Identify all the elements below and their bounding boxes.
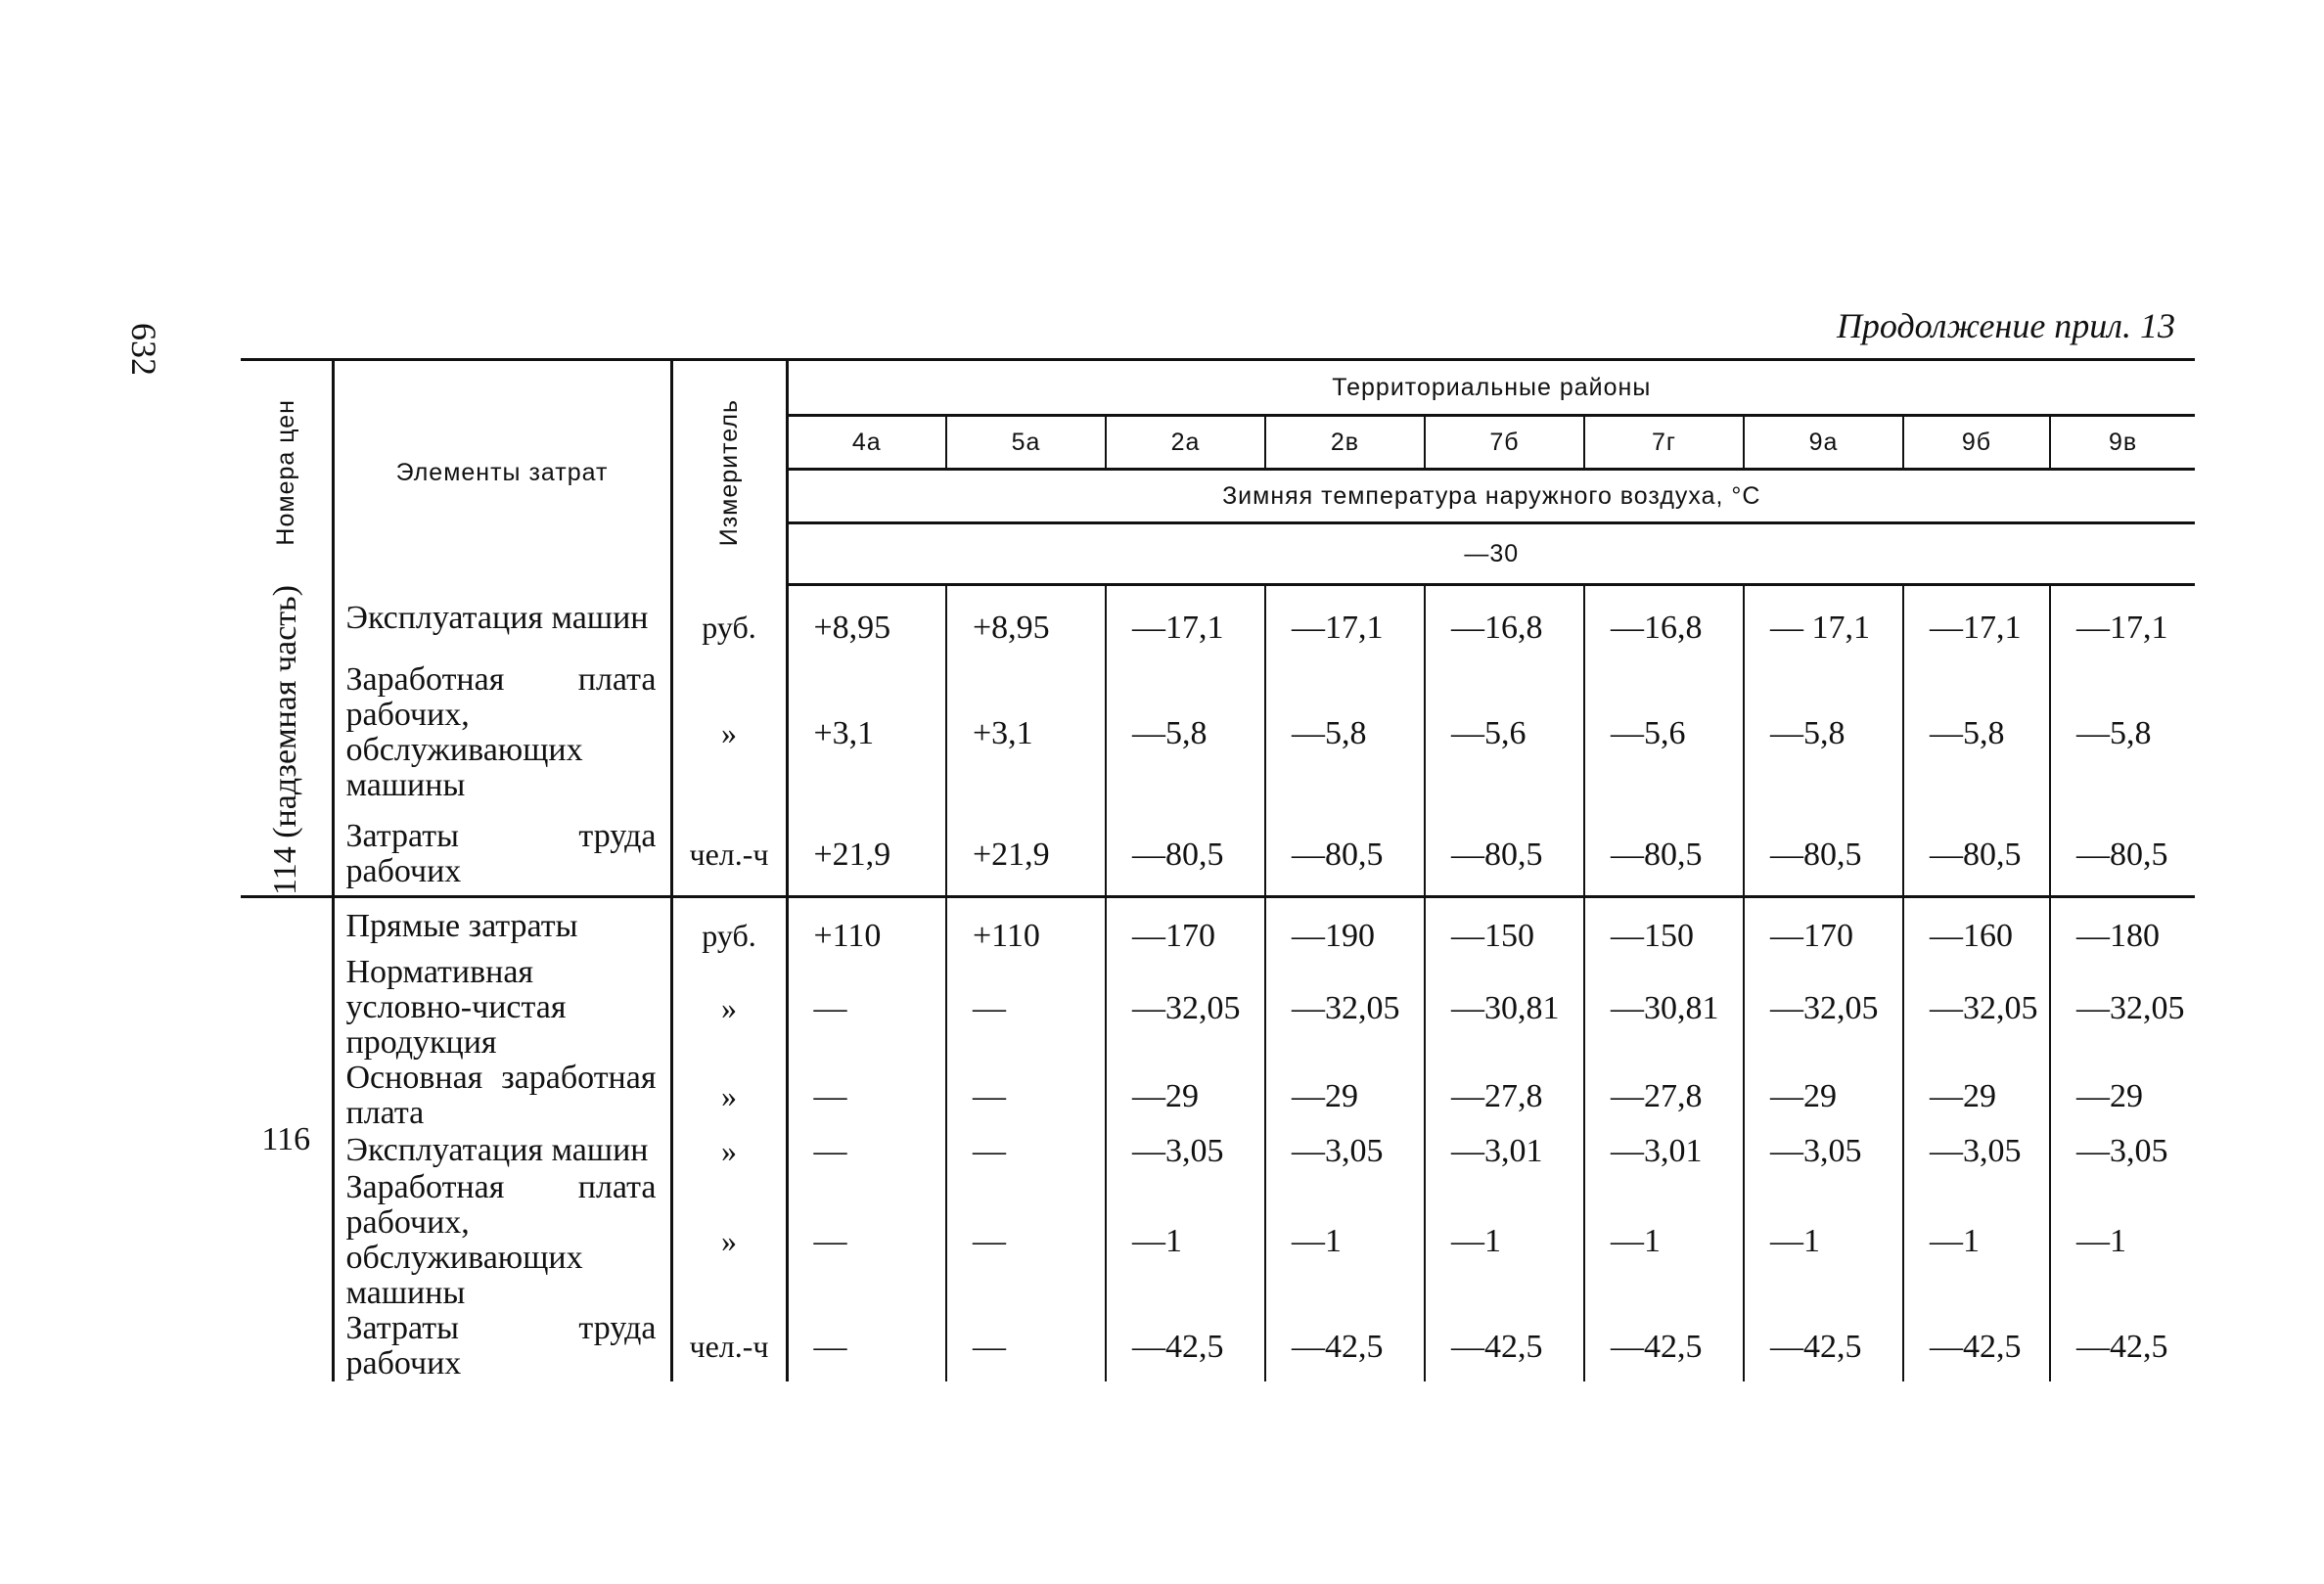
district-header: 9б bbox=[1903, 416, 2050, 470]
value-cell: —5,8 bbox=[1106, 652, 1265, 814]
value-cell: —32,05 bbox=[2050, 955, 2195, 1061]
value-cell: —80,5 bbox=[1744, 813, 1903, 896]
header-temp-value: —30 bbox=[787, 523, 2195, 585]
element-cell: Заработная плата рабочих, обслуживающих машины bbox=[333, 652, 671, 814]
cost-table bbox=[241, 358, 2195, 1381]
value-cell: +21,9 bbox=[946, 813, 1106, 896]
value-cell: —42,5 bbox=[1106, 1311, 1265, 1381]
value-cell: —32,05 bbox=[1744, 955, 1903, 1061]
value-cell: — bbox=[946, 955, 1106, 1061]
value-cell: —29 bbox=[1106, 1061, 1265, 1131]
price-number-cell: 116 bbox=[241, 896, 333, 1381]
value-cell: —170 bbox=[1744, 896, 1903, 955]
value-cell: — bbox=[946, 1170, 1106, 1311]
value-cell: —42,5 bbox=[1265, 1311, 1425, 1381]
value-cell: —5,6 bbox=[1584, 652, 1744, 814]
value-cell: —3,01 bbox=[1425, 1131, 1584, 1170]
value-cell: —16,8 bbox=[1584, 585, 1744, 652]
unit-cell: руб. bbox=[671, 585, 787, 652]
value-cell: —27,8 bbox=[1584, 1061, 1744, 1131]
element-cell: Основная заработная плата bbox=[333, 1061, 671, 1131]
element-cell: Заработная плата рабочих, обслуживающих машины bbox=[333, 1170, 671, 1311]
value-cell: —42,5 bbox=[2050, 1311, 2195, 1381]
table-row bbox=[241, 652, 2195, 814]
table-row bbox=[241, 1131, 2195, 1170]
value-cell: — bbox=[813, 989, 847, 1026]
value-cell: —1 bbox=[2050, 1170, 2195, 1311]
value-cell: —29 bbox=[2050, 1061, 2195, 1131]
value-cell: —150 bbox=[1584, 896, 1744, 955]
value-cell: —3,05 bbox=[1903, 1131, 2050, 1170]
value-cell: —3,05 bbox=[1265, 1131, 1425, 1170]
table-row bbox=[241, 1061, 2195, 1131]
value-cell: —150 bbox=[1425, 896, 1584, 955]
value-cell: —3,01 bbox=[1584, 1131, 1744, 1170]
unit-cell: руб. bbox=[671, 896, 787, 955]
element-cell: Затраты труда рабочих bbox=[333, 1311, 671, 1381]
value-cell: — 17,1 bbox=[1744, 585, 1903, 652]
table-row bbox=[241, 813, 2195, 896]
value-cell: +21,9 bbox=[813, 836, 891, 873]
value-cell: +8,95 bbox=[813, 610, 891, 647]
value-cell: —32,05 bbox=[1265, 955, 1425, 1061]
value-cell: —1 bbox=[1106, 1170, 1265, 1311]
value-cell: —3,05 bbox=[1106, 1131, 1265, 1170]
table-row bbox=[241, 896, 2195, 955]
value-cell: —5,8 bbox=[1903, 652, 2050, 814]
unit-cell: чел.-ч bbox=[671, 813, 787, 896]
value-cell: —1 bbox=[1265, 1170, 1425, 1311]
header-price-no: Номера цен bbox=[241, 360, 333, 585]
district-header: 9а bbox=[1744, 416, 1903, 470]
value-cell: —29 bbox=[1903, 1061, 2050, 1131]
value-cell: —32,05 bbox=[1903, 955, 2050, 1061]
value-cell: — bbox=[813, 1132, 847, 1169]
value-cell: —17,1 bbox=[1903, 585, 2050, 652]
value-cell: — bbox=[946, 1061, 1106, 1131]
value-cell: —17,1 bbox=[2050, 585, 2195, 652]
district-header: 2а bbox=[1106, 416, 1265, 470]
header-territorial: Территориальные районы bbox=[787, 360, 2195, 416]
value-cell: —32,05 bbox=[1106, 955, 1265, 1061]
unit-cell: » bbox=[671, 955, 787, 1061]
district-header: 7г bbox=[1584, 416, 1744, 470]
value-cell: —29 bbox=[1744, 1061, 1903, 1131]
header-unit: Измеритель bbox=[671, 360, 787, 585]
unit-cell: » bbox=[671, 652, 787, 814]
value-cell: —170 bbox=[1106, 896, 1265, 955]
value-cell: —30,81 bbox=[1425, 955, 1584, 1061]
value-cell: —5,8 bbox=[2050, 652, 2195, 814]
value-cell: —30,81 bbox=[1584, 955, 1744, 1061]
value-cell: —1 bbox=[1744, 1170, 1903, 1311]
value-cell: — bbox=[813, 1077, 847, 1114]
district-header: 2в bbox=[1265, 416, 1425, 470]
value-cell: —17,1 bbox=[1106, 585, 1265, 652]
value-cell: +110 bbox=[787, 896, 946, 955]
page-number: 632 bbox=[124, 323, 163, 376]
table-row bbox=[241, 955, 2195, 1061]
continuation-title: Продолжение прил. 13 bbox=[1836, 306, 2175, 345]
unit-cell: » bbox=[671, 1061, 787, 1131]
value-cell: —80,5 bbox=[2050, 813, 2195, 896]
value-cell: —42,5 bbox=[1425, 1311, 1584, 1381]
value-cell: —29 bbox=[1265, 1061, 1425, 1131]
value-cell: +110 bbox=[946, 896, 1106, 955]
element-cell: Затраты труда рабочих bbox=[333, 813, 671, 896]
value-cell: —3,05 bbox=[2050, 1131, 2195, 1170]
value-cell: —5,8 bbox=[1744, 652, 1903, 814]
value-cell: —42,5 bbox=[1744, 1311, 1903, 1381]
district-header: 4а bbox=[787, 416, 946, 470]
value-cell: —1 bbox=[1584, 1170, 1744, 1311]
table-row bbox=[241, 1170, 2195, 1311]
value-cell: —17,1 bbox=[1265, 585, 1425, 652]
element-cell: Прямые затраты bbox=[333, 896, 671, 955]
value-cell: — bbox=[946, 1311, 1106, 1381]
unit-cell: » bbox=[671, 1170, 787, 1311]
value-cell: —180 bbox=[2050, 896, 2195, 955]
value-cell: —1 bbox=[1425, 1170, 1584, 1311]
value-cell: —160 bbox=[1903, 896, 2050, 955]
value-cell: +8,95 bbox=[946, 585, 1106, 652]
district-header: 5а bbox=[946, 416, 1106, 470]
district-header: 9в bbox=[2050, 416, 2195, 470]
value-cell: —42,5 bbox=[1903, 1311, 2050, 1381]
table-row bbox=[241, 585, 2195, 652]
value-cell: —80,5 bbox=[1265, 813, 1425, 896]
value-cell: —5,8 bbox=[1265, 652, 1425, 814]
header-winter-temp: Зимняя температура наружного воздуха, °С bbox=[787, 470, 2195, 523]
value-cell: —190 bbox=[1265, 896, 1425, 955]
value-cell: — bbox=[813, 1328, 847, 1365]
value-cell: +3,1 bbox=[946, 652, 1106, 814]
value-cell: —16,8 bbox=[1425, 585, 1584, 652]
value-cell: —80,5 bbox=[1903, 813, 2050, 896]
value-cell: —42,5 bbox=[1584, 1311, 1744, 1381]
district-header: 7б bbox=[1425, 416, 1584, 470]
value-cell: +3,1 bbox=[813, 714, 875, 751]
value-cell: —3,05 bbox=[1744, 1131, 1903, 1170]
table-row bbox=[241, 1311, 2195, 1381]
value-cell: —1 bbox=[1903, 1170, 2050, 1311]
value-cell: —27,8 bbox=[1425, 1061, 1584, 1131]
unit-cell: » bbox=[671, 1131, 787, 1170]
value-cell: —80,5 bbox=[1106, 813, 1265, 896]
price-number-cell: 114 (надземная часть) bbox=[241, 585, 333, 897]
value-cell: — bbox=[813, 1222, 847, 1259]
header-elements: Элементы затрат bbox=[333, 360, 671, 585]
value-cell: —80,5 bbox=[1584, 813, 1744, 896]
value-cell: — bbox=[946, 1131, 1106, 1170]
element-cell: Эксплуатация машин bbox=[333, 585, 671, 652]
element-cell: Эксплуатация машин bbox=[333, 1131, 671, 1170]
value-cell: —80,5 bbox=[1425, 813, 1584, 896]
unit-cell: чел.-ч bbox=[671, 1311, 787, 1381]
value-cell: —5,6 bbox=[1425, 652, 1584, 814]
element-cell: Нормативная условно-чистая продукция bbox=[333, 955, 671, 1061]
